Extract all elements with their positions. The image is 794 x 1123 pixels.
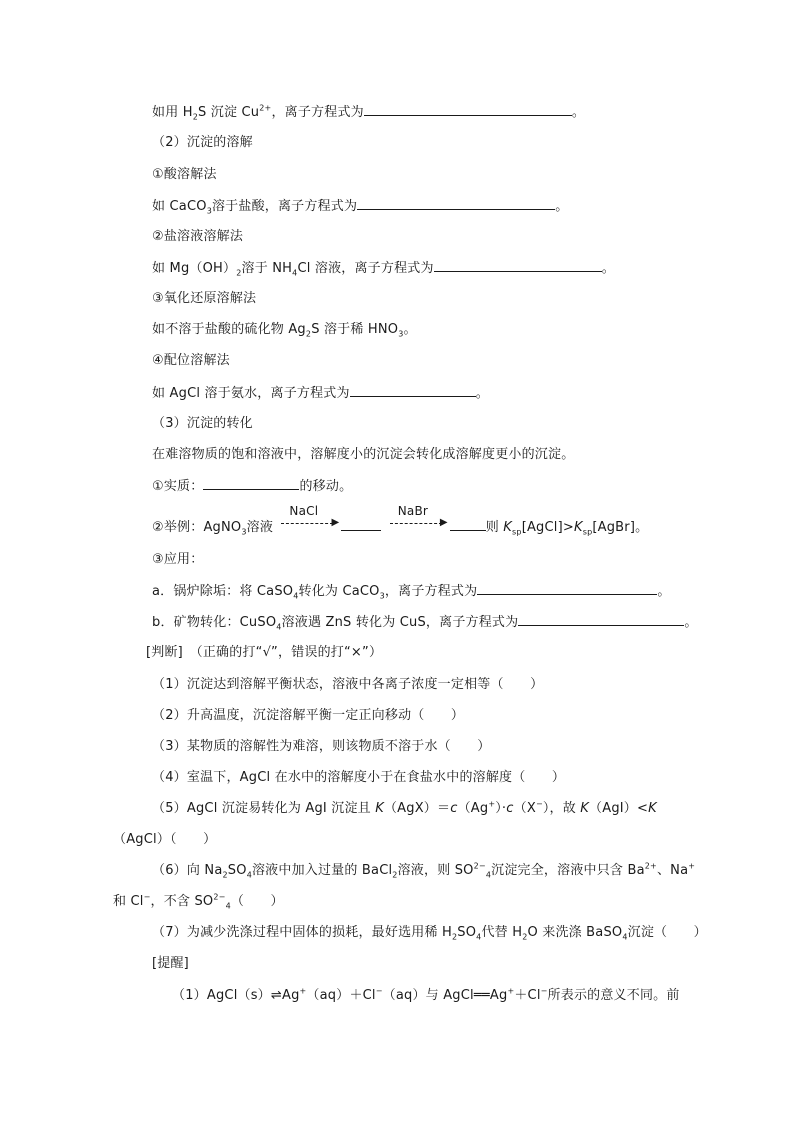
answer-blank[interactable] [434, 259, 602, 272]
text-line: 如 AgCl 溶于氨水，离子方程式为 。 [152, 386, 489, 401]
answer-blank[interactable] [477, 582, 657, 595]
section-heading: （3）沉淀的转化 [152, 416, 253, 431]
question-item: （5）AgCl 沉淀易转化为 AgI 沉淀且 K（AgX）＝c（Ag+）·c（X−），故 K（AgI）<K [152, 799, 657, 816]
question-item: （1）沉淀达到溶解平衡状态，溶液中各离子浓度一定相等（ ） [152, 677, 544, 692]
answer-blank[interactable] [357, 197, 555, 210]
text-line: a．锅炉除垢：将 CaSO$_4$转化为 CaCO$_3$，离子方程式为 。 [152, 584, 671, 601]
subsection-heading: ④配位溶解法 [152, 353, 230, 368]
reaction-arrow: NaCl ▶ [279, 513, 339, 531]
text-line: ②举例：AgNO$_3$溶液 NaCl ▶ NaBr ▶ 则 $K_{sp}[AgCl]>K_{sp}[AgBr]$。 [152, 504, 649, 537]
answer-blank[interactable] [203, 477, 299, 490]
subsection-heading: ①酸溶解法 [152, 167, 217, 182]
arrow-head-icon: ▶ [439, 517, 448, 528]
section-heading: （2）沉淀的溶解 [152, 135, 253, 150]
arrow-head-icon: ▶ [331, 517, 340, 528]
answer-blank[interactable] [364, 103, 572, 116]
text-line: b．矿物转化：CuSO$_4$溶液遇 ZnS 转化为 CuS，离子方程式为 。 [152, 615, 698, 632]
text-line: （1）AgCl（s）⇌Ag+（aq）＋Cl−（aq）与 AgCl══Ag+＋Cl−所表示的意义不同。前 [172, 986, 680, 1003]
answer-blank[interactable] [350, 384, 476, 397]
section-heading: [提醒] [152, 956, 189, 971]
text-line: 如 CaCO$_3$溶于盐酸，离子方程式为 。 [152, 199, 569, 216]
answer-blank[interactable] [341, 518, 381, 531]
subsection-heading: ③应用： [152, 552, 204, 567]
text-line: 如 $Mg(OH)_2$溶于 $NH_4Cl$ 溶液，离子方程式为 。 [152, 261, 615, 278]
question-item: （7）为减少洗涤过程中固体的损耗，最好选用稀 $H_2SO_4$代替 $H_2O$ 来洗涤 BaSO$_4$沉淀（ ） [152, 925, 707, 942]
question-item-continued: 和 Cl−，不含 $SO^{2-}_4$（ ） [113, 892, 284, 911]
answer-blank[interactable] [518, 613, 684, 626]
text-line: 如用 $H_2S$ 沉淀 $Cu^{2+}$，离子方程式为 。 [152, 103, 586, 122]
reaction-arrow: NaBr ▶ [388, 513, 448, 531]
question-item-continued: （AgCl）（ ） [113, 832, 217, 847]
section-heading: [判断] （正确的打“√”，错误的打“×”） [146, 645, 383, 660]
text-line: 如不溶于盐酸的硫化物 $Ag_2S$ 溶于稀 $HNO_3$。 [152, 322, 417, 339]
question-item: （3）某物质的溶解性为难溶，则该物质不溶于水（ ） [152, 739, 491, 754]
text-line: 在难溶物质的饱和溶液中，溶解度小的沉淀会转化成溶解度更小的沉淀。 [152, 447, 575, 462]
answer-blank[interactable] [450, 518, 486, 531]
text-line: ①实质： 的移动。 [152, 479, 353, 494]
subsection-heading: ②盐溶液溶解法 [152, 229, 244, 244]
question-item: （2）升高温度，沉淀溶解平衡一定正向移动（ ） [152, 708, 465, 723]
subsection-heading: ③氧化还原溶解法 [152, 291, 257, 306]
question-item: （6）向 $Na_2SO_4$溶液中加入过量的 BaCl$_2$溶液，则 $SO^{2-}_4$沉淀完全，溶液中只含 $Ba^{2+}$、Na+ [152, 861, 696, 880]
question-item: （4）室温下，AgCl 在水中的溶解度小于在食盐水中的溶解度（ ） [152, 770, 566, 785]
